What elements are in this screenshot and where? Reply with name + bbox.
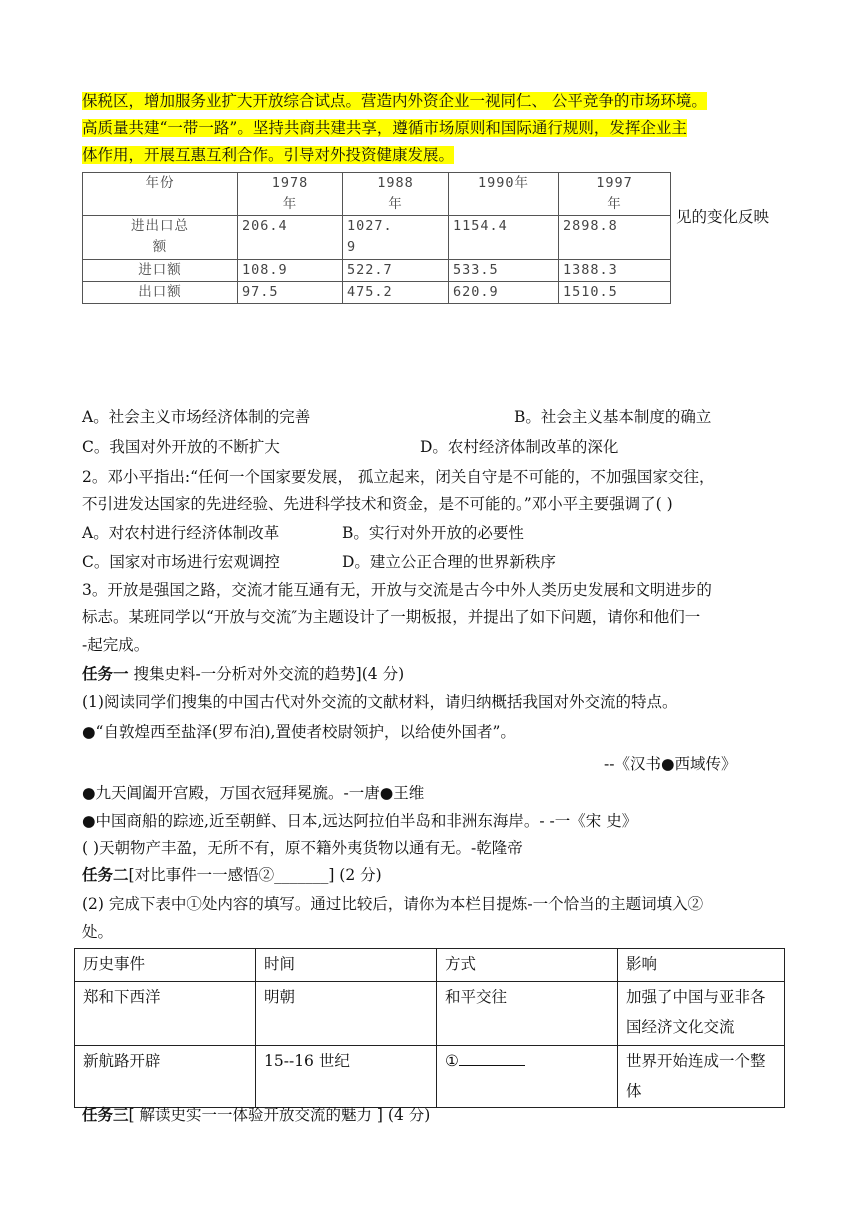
table-cell: 加强了中国与亚非各 国经济文化交流 [618,982,785,1046]
table-cell: 1997 年 [559,173,671,216]
q3-stem-line-1: 3。开放是强国之路，交流才能互通有无，开放与交流是古今中外人类历史发展和文明进步的 [82,581,712,599]
blank-marker: ① [445,1052,459,1070]
answer-blank[interactable] [459,1049,525,1066]
table-cell: 108.9 [238,260,343,282]
table-cell: 522.7 [343,260,449,282]
table-row [83,173,671,216]
task1-title-rest: 搜集史料-一分析对外交流的趋势](4 分) [128,665,405,683]
q2-option-b: B。实行对外开放的必要性 [342,524,524,542]
table-row [75,982,785,1046]
table-side-text: 见的变化反映 [676,208,770,226]
event-comparison-table [74,948,785,1108]
task1-quote-1: ●“自敦煌西至盐泽(罗布泊),置使者校尉领护，以给使外国者”。 [82,723,516,741]
table-cell: 97.5 [238,282,343,304]
task1-quote-4: ( )天朝物产丰盈，无所不有，原不籍外夷货物以通有无。-乾隆帝 [82,839,523,857]
table-header-cell: 影响 [618,949,785,982]
table-header-row [75,949,785,982]
task1-quote-2: ●九天阊阖开宫殿，万国衣冠拜冕旒。-一唐●王维 [82,784,425,802]
task2-prompt-line-1: (2) 完成下表中①处内容的填写。通过比较后，请你为本栏目提炼-一个恰当的主题词填入② [82,895,704,913]
task1-heading [82,663,404,685]
intro-line-2: 高质量共建“一带一路”。坚持共商共建共享，遵循市场原则和国际通行规则，发挥企业主 [82,119,687,137]
table-cell: 明朝 [256,982,437,1046]
table-cell [437,1046,618,1108]
task2-title-rest: [对比事件一一感悟②_______] (2 分) [128,866,382,884]
table-cell: 2898.8 [559,216,671,260]
table-cell: 1990年 [449,173,559,216]
q1-option-c: C。我国对外开放的不断扩大 [82,438,280,456]
table-cell: 世界开始连成一个整 体 [618,1046,785,1108]
table-cell: 15--16 世纪 [256,1046,437,1108]
table-cell: 进出口总 额 [83,216,238,260]
intro-line-1: 保税区，增加服务业扩大开放综合试点。营造内外资企业一视同仁、 公平竞争的市场环境。 [82,92,707,110]
table-cell: 1978 年 [238,173,343,216]
q1-option-a: A。社会主义市场经济体制的完善 [82,408,311,426]
intro-paragraph [82,88,782,169]
table-cell: 郑和下西洋 [75,982,256,1046]
q2-stem-line-1: 2。邓小平指出:“任何一个国家要发展， 孤立起来，闭关自守是不可能的，不加强国家交往， [82,468,715,486]
trade-table-image [82,172,671,304]
table-cell: 206.4 [238,216,343,260]
table-cell: 进口额 [83,260,238,282]
table-cell: 1510.5 [559,282,671,304]
table-row [83,260,671,282]
table-cell: 新航路开辟 [75,1046,256,1108]
table-cell: 1027. 9 [343,216,449,260]
table-cell: 和平交往 [437,982,618,1046]
table-row [83,216,671,260]
task2-heading [82,864,382,886]
task2-prompt-line-2: 处。 [82,923,114,941]
task3-title: 任务三 [82,1106,129,1124]
table-cell: 533.5 [449,260,559,282]
q2-option-a: A。对农村进行经济体制改革 [82,524,280,542]
intro-line-3: 体作用，开展互惠互利合作。引导对外投资健康发展。 [82,146,455,164]
table-cell: 出口额 [83,282,238,304]
table-cell: 475.2 [343,282,449,304]
table-header-cell: 时间 [256,949,437,982]
q2-option-d: D。建立公正合理的世界新秩序 [342,553,556,571]
task1-prompt: (1)阅读同学们搜集的中国古代对外交流的文献材料，请归纳概括我国对外交流的特点。 [82,693,678,711]
table-cell: 年份 [83,173,238,216]
q3-stem-line-2: 标志。某班同学以“开放与交流″为主题设计了一期板报，并提出了如下问题，请你和他们一 [82,608,701,626]
table-cell: 620.9 [449,282,559,304]
table-header-cell: 历史事件 [75,949,256,982]
q3-stem-line-3: -起完成。 [82,636,150,654]
q1-option-d: D。农村经济体制改革的深化 [420,438,619,456]
q2-option-c: C。国家对市场进行宏观调控 [82,553,280,571]
q1-option-b: B。社会主义基本制度的确立 [514,408,712,426]
table-row [83,282,671,304]
q2-stem-line-2: 不引进发达国家的先进经验、先进科学技术和资金，是不可能的。”邓小平主要强调了( ) [82,495,673,513]
table-cell: 1388.3 [559,260,671,282]
task1-quote-3: ●中国商船的踪迹,近至朝鲜、日本,远达阿拉伯半岛和非洲东海岸。- -一《宋 史》 [82,812,638,830]
table-row [75,1046,785,1108]
task2-title: 任务二 [82,866,129,884]
task3-heading [82,1104,430,1126]
table-cell: 1154.4 [449,216,559,260]
table-header-cell: 方式 [437,949,618,982]
table-cell: 1988 年 [343,173,449,216]
task1-source-1: --《汉书●西域传》 [604,755,737,773]
task3-title-rest: [ 解读史实一一体验开放交流的魅力 ] (4 分) [128,1106,431,1124]
task1-title: 任务一 [82,665,129,683]
